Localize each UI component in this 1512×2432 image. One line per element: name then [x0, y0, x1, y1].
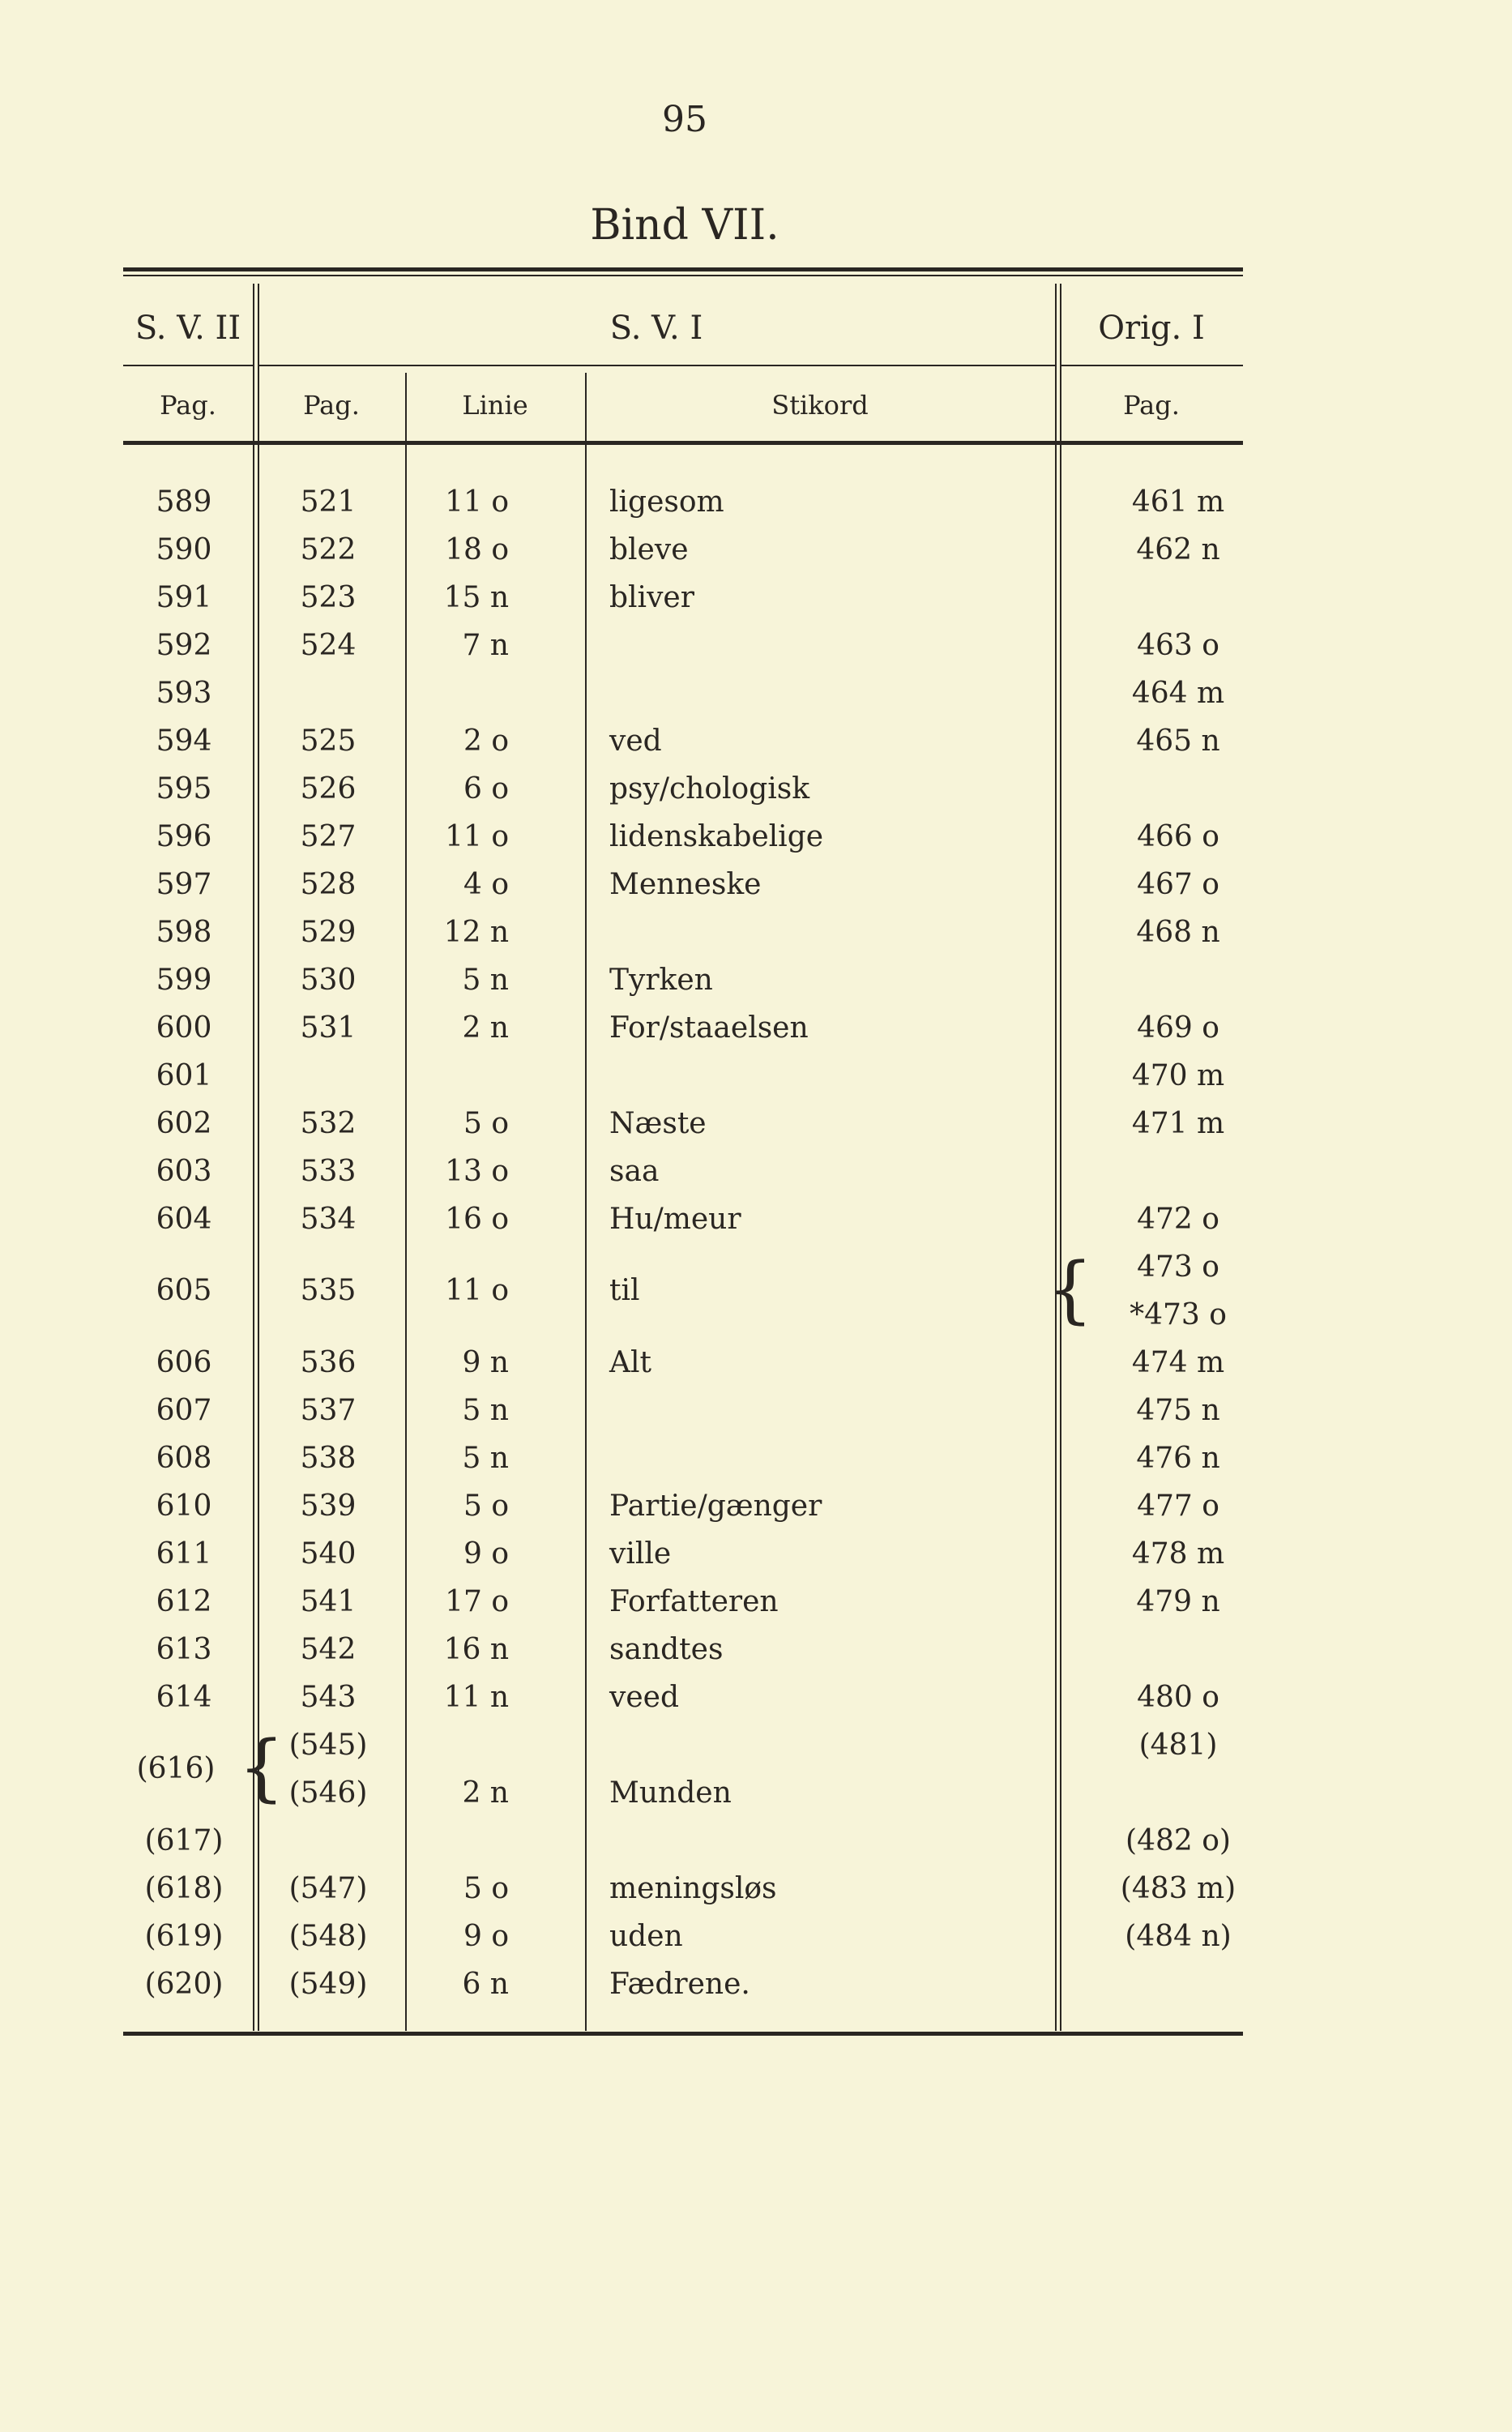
cell-linie: 11 o	[445, 1274, 509, 1307]
cell-pag-sv1: 543	[300, 1681, 357, 1714]
cell-pag-orig: 478 m	[1131, 1537, 1225, 1571]
table-row	[123, 1339, 1243, 1387]
cell-pag-orig	[1113, 1148, 1243, 1195]
cell-stikord: veed	[609, 1681, 679, 1714]
cell-pag-orig: 472 o	[1137, 1203, 1219, 1236]
cell-stikord	[609, 622, 1096, 669]
cell-pag-sv1: 521	[300, 485, 357, 519]
cell-pag-orig	[1113, 574, 1243, 622]
cell-pag-sv2: (619)	[144, 1920, 224, 1953]
cell-pag-sv1	[259, 1817, 397, 1865]
table-body	[123, 478, 1243, 2008]
header-group-sv2: S. V. II	[135, 310, 241, 347]
table-row	[123, 861, 1243, 908]
cell-pag-sv2: 596	[156, 820, 212, 853]
table-row	[123, 1673, 1243, 1721]
cell-linie: 5 n	[462, 1394, 509, 1427]
cell-pag-orig: 466 o	[1137, 820, 1219, 853]
table-row	[123, 1482, 1243, 1530]
cell-pag-orig	[1113, 765, 1243, 813]
cell-pag-orig: (481)	[1138, 1729, 1218, 1762]
cell-linie	[412, 1052, 533, 1100]
header-col-pag-sv1: Pag.	[303, 390, 360, 421]
table-row	[123, 1578, 1243, 1626]
cell-pag-sv1: 531	[300, 1011, 357, 1045]
cell-linie: 5 o	[463, 1490, 509, 1523]
cell-stikord: For/staaelsen	[609, 1011, 809, 1045]
cell-pag-sv1: (548)	[288, 1920, 368, 1953]
cell-linie: 11 o	[445, 820, 509, 853]
cell-stikord	[609, 908, 1096, 956]
cell-pag-orig: 465 n	[1136, 724, 1220, 758]
cell-stikord	[609, 1387, 1096, 1434]
table-row	[123, 1960, 1243, 2008]
table-top-rule	[123, 267, 1243, 271]
cell-pag-sv1: 539	[300, 1490, 357, 1523]
row-group-3	[123, 1817, 1243, 2008]
cell-pag-sv2: 612	[156, 1585, 212, 1618]
cell-pag-sv2: 605	[156, 1274, 212, 1307]
cell-pag-sv2: 595	[156, 772, 212, 806]
cell-stikord: ligesom	[609, 485, 724, 519]
cell-pag-sv1-b: (546)	[288, 1776, 368, 1810]
cell-pag-sv1: 534	[300, 1203, 357, 1236]
header-col-linie: Linie	[462, 390, 528, 421]
cell-pag-orig	[1113, 1243, 1243, 1339]
table-bottom-rule	[123, 2032, 1243, 2036]
cell-linie: 15 n	[443, 581, 509, 614]
table-row	[123, 526, 1243, 574]
cell-pag-orig: 464 m	[1131, 677, 1225, 710]
cell-pag-sv1: 538	[300, 1442, 357, 1475]
cell-pag-sv2: 608	[156, 1442, 212, 1475]
table-row	[123, 1052, 1243, 1100]
cell-stikord: Alt	[609, 1346, 651, 1379]
table-row	[123, 1530, 1243, 1578]
cell-linie: 17 o	[445, 1585, 509, 1618]
cell-linie: 18 o	[445, 533, 509, 566]
cell-pag-sv2: 613	[156, 1633, 212, 1666]
cell-pag-orig	[1113, 956, 1243, 1004]
cell-pag-sv1: 528	[300, 868, 357, 901]
brace-symbol: {	[1047, 1247, 1094, 1332]
table-top-rule-thin	[123, 275, 1243, 276]
table-row	[123, 1721, 1243, 1817]
cell-pag-sv2: 610	[156, 1490, 212, 1523]
header-group-orig: Orig. I	[1098, 310, 1205, 347]
cell-linie: 11 o	[445, 485, 509, 519]
cell-pag-sv2: 589	[156, 485, 212, 519]
cell-stikord	[609, 669, 1096, 717]
cell-linie: 11 n	[443, 1681, 509, 1714]
table-row	[123, 669, 1243, 717]
cell-linie: 6 o	[463, 772, 509, 806]
cell-pag-sv2: 606	[156, 1346, 212, 1379]
cell-pag-sv1: 535	[300, 1274, 357, 1307]
cell-pag-sv1: 536	[300, 1346, 357, 1379]
cell-stikord: lidenskabelige	[609, 820, 824, 853]
cell-linie: 4 o	[463, 868, 509, 901]
cell-stikord: Partie/gænger	[609, 1490, 822, 1523]
cell-pag-sv1: 541	[300, 1585, 357, 1618]
cell-linie: 9 o	[463, 1537, 509, 1571]
header-col-pag-sv2: Pag.	[160, 390, 216, 421]
cell-pag-sv1: 522	[300, 533, 357, 566]
cell-pag-sv1: 527	[300, 820, 357, 853]
cell-pag-orig: (483 m)	[1120, 1872, 1237, 1905]
cell-pag-sv1: 542	[300, 1633, 357, 1666]
cell-stikord: Hu/meur	[609, 1203, 741, 1236]
cell-linie: 5 n	[462, 964, 509, 997]
cell-stikord	[609, 1817, 1096, 1865]
table-row	[123, 1913, 1243, 1960]
cell-linie: 5 o	[463, 1872, 509, 1905]
cell-pag-sv2: (620)	[144, 1968, 224, 2001]
cell-linie: 12 n	[443, 916, 509, 949]
table-row	[123, 478, 1243, 526]
cell-pag-sv1	[259, 669, 397, 717]
cell-stikord: bliver	[609, 581, 694, 614]
header-bottom-rule	[123, 441, 1243, 445]
table-row	[123, 813, 1243, 861]
row-group-2	[123, 1339, 1243, 1721]
cell-pag-sv2: 600	[156, 1011, 212, 1045]
cell-pag-sv2: 598	[156, 916, 212, 949]
cell-pag-sv2: 603	[156, 1155, 212, 1188]
cell-stikord	[609, 1052, 1096, 1100]
cell-stikord: meningsløs	[609, 1872, 777, 1905]
cell-pag-orig: 462 n	[1136, 533, 1220, 566]
cell-linie: 16 o	[445, 1203, 509, 1236]
cell-pag-sv2: 597	[156, 868, 212, 901]
cell-linie: 9 o	[463, 1920, 509, 1953]
cell-pag-orig: (484 n)	[1125, 1920, 1232, 1953]
cell-pag-sv1-a: (545)	[288, 1729, 368, 1762]
cell-pag-sv1: 530	[300, 964, 357, 997]
cell-linie: 2 n	[462, 1011, 509, 1045]
table-row	[123, 1817, 1243, 1865]
cell-pag-orig-b: *473 o	[1130, 1298, 1227, 1331]
cell-pag-sv1: 524	[300, 629, 357, 662]
cell-pag-sv2: 592	[156, 629, 212, 662]
cell-pag-orig	[1113, 1960, 1243, 2008]
cell-pag-orig: (482 o)	[1125, 1824, 1231, 1857]
header-group-sv1: S. V. I	[609, 310, 703, 347]
cell-stikord: Menneske	[609, 868, 762, 901]
cell-pag-sv2: 611	[156, 1537, 212, 1571]
cell-pag-sv2: (616)	[136, 1752, 216, 1785]
cell-pag-sv2: 604	[156, 1203, 212, 1236]
cell-stikord: til	[609, 1274, 640, 1307]
header-col-pag-orig: Pag.	[1123, 390, 1180, 421]
cell-pag-sv1: 529	[300, 916, 357, 949]
header-sub-rule	[123, 365, 253, 366]
cell-pag-orig: 467 o	[1137, 868, 1219, 901]
cell-pag-sv2: 607	[156, 1394, 212, 1427]
cell-pag-sv1: (547)	[288, 1872, 368, 1905]
table-row	[123, 765, 1243, 813]
table-row	[123, 1865, 1243, 1913]
row-group-1	[123, 478, 1243, 1243]
cell-stikord: Munden	[609, 1776, 732, 1810]
cell-stikord	[609, 1434, 1096, 1482]
cell-pag-sv2: 601	[156, 1059, 212, 1092]
table-row	[123, 1434, 1243, 1482]
brace-symbol: {	[238, 1725, 285, 1810]
cell-pag-orig: 470 m	[1131, 1059, 1225, 1092]
cell-pag-orig: 471 m	[1131, 1107, 1225, 1140]
cell-pag-sv2: 594	[156, 724, 212, 758]
cell-pag-sv2: (617)	[144, 1824, 224, 1857]
table-row	[123, 1100, 1243, 1148]
cell-pag-sv2: 602	[156, 1107, 212, 1140]
cell-linie: 9 n	[462, 1346, 509, 1379]
table-row	[123, 908, 1243, 956]
cell-stikord: sandtes	[609, 1633, 724, 1666]
page-number: 95	[662, 99, 707, 140]
cell-stikord: ville	[609, 1537, 672, 1571]
header-col-stikord: Stikord	[771, 390, 869, 421]
cell-pag-orig: 474 m	[1131, 1346, 1225, 1379]
cell-pag-sv2: 590	[156, 533, 212, 566]
table-row	[123, 1243, 1243, 1339]
cell-pag-sv1: 537	[300, 1394, 357, 1427]
concordance-table	[123, 267, 1243, 2036]
cell-pag-sv1: 540	[300, 1537, 357, 1571]
volume-title: Bind VII.	[590, 201, 779, 250]
cell-pag-orig: 461 m	[1131, 485, 1225, 519]
table-row	[123, 622, 1243, 669]
cell-pag-orig: 477 o	[1137, 1490, 1219, 1523]
table-row	[123, 717, 1243, 765]
cell-stikord: psy/chologisk	[609, 772, 810, 806]
cell-stikord: Forfatteren	[609, 1585, 779, 1618]
cell-pag-sv1: (549)	[288, 1968, 368, 2001]
cell-stikord: Tyrken	[609, 964, 713, 997]
cell-pag-sv1: 523	[300, 581, 357, 614]
table-row	[123, 1195, 1243, 1243]
cell-pag-sv2: (618)	[144, 1872, 224, 1905]
cell-stikord: saa	[609, 1155, 660, 1188]
cell-pag-sv1: 532	[300, 1107, 357, 1140]
cell-pag-orig	[1113, 1626, 1243, 1673]
header-sub-rule	[258, 365, 1055, 366]
cell-pag-orig: 463 o	[1137, 629, 1219, 662]
cell-stikord: ved	[609, 724, 662, 758]
cell-stikord: Næste	[609, 1107, 707, 1140]
table-row	[123, 1148, 1243, 1195]
cell-linie: 6 n	[462, 1968, 509, 2001]
cell-linie: 5 n	[462, 1442, 509, 1475]
cell-pag-sv2: 599	[156, 964, 212, 997]
cell-pag-sv1: 533	[300, 1155, 357, 1188]
cell-pag-orig: 480 o	[1137, 1681, 1219, 1714]
header-sub-rule	[1060, 365, 1243, 366]
cell-pag-sv2: 593	[156, 677, 212, 710]
table-row	[123, 1626, 1243, 1673]
cell-linie	[412, 1817, 533, 1865]
table-row	[123, 956, 1243, 1004]
cell-linie: 7 n	[462, 629, 509, 662]
cell-linie	[412, 669, 533, 717]
cell-linie: 5 o	[463, 1107, 509, 1140]
cell-pag-orig: 469 o	[1137, 1011, 1219, 1045]
cell-stikord: Fædrene.	[609, 1968, 750, 2001]
cell-stikord: uden	[609, 1920, 683, 1953]
cell-pag-sv1	[259, 1052, 397, 1100]
cell-pag-orig: 479 n	[1136, 1585, 1220, 1618]
cell-pag-sv1: 526	[300, 772, 357, 806]
cell-pag-orig-a: 473 o	[1137, 1250, 1219, 1284]
cell-pag-sv2: 591	[156, 581, 212, 614]
cell-stikord: bleve	[609, 533, 689, 566]
cell-linie: 2 n	[462, 1776, 509, 1810]
cell-pag-sv2: 614	[156, 1681, 212, 1714]
cell-linie: 16 n	[443, 1633, 509, 1666]
cell-pag-orig: 468 n	[1136, 916, 1220, 949]
table-row	[123, 1004, 1243, 1052]
cell-pag-orig: 476 n	[1136, 1442, 1220, 1475]
table-row	[123, 574, 1243, 622]
cell-pag-orig: 475 n	[1136, 1394, 1220, 1427]
table-row	[123, 1387, 1243, 1434]
cell-linie: 13 o	[445, 1155, 509, 1188]
cell-linie: 2 o	[463, 724, 509, 758]
cell-pag-sv1: 525	[300, 724, 357, 758]
